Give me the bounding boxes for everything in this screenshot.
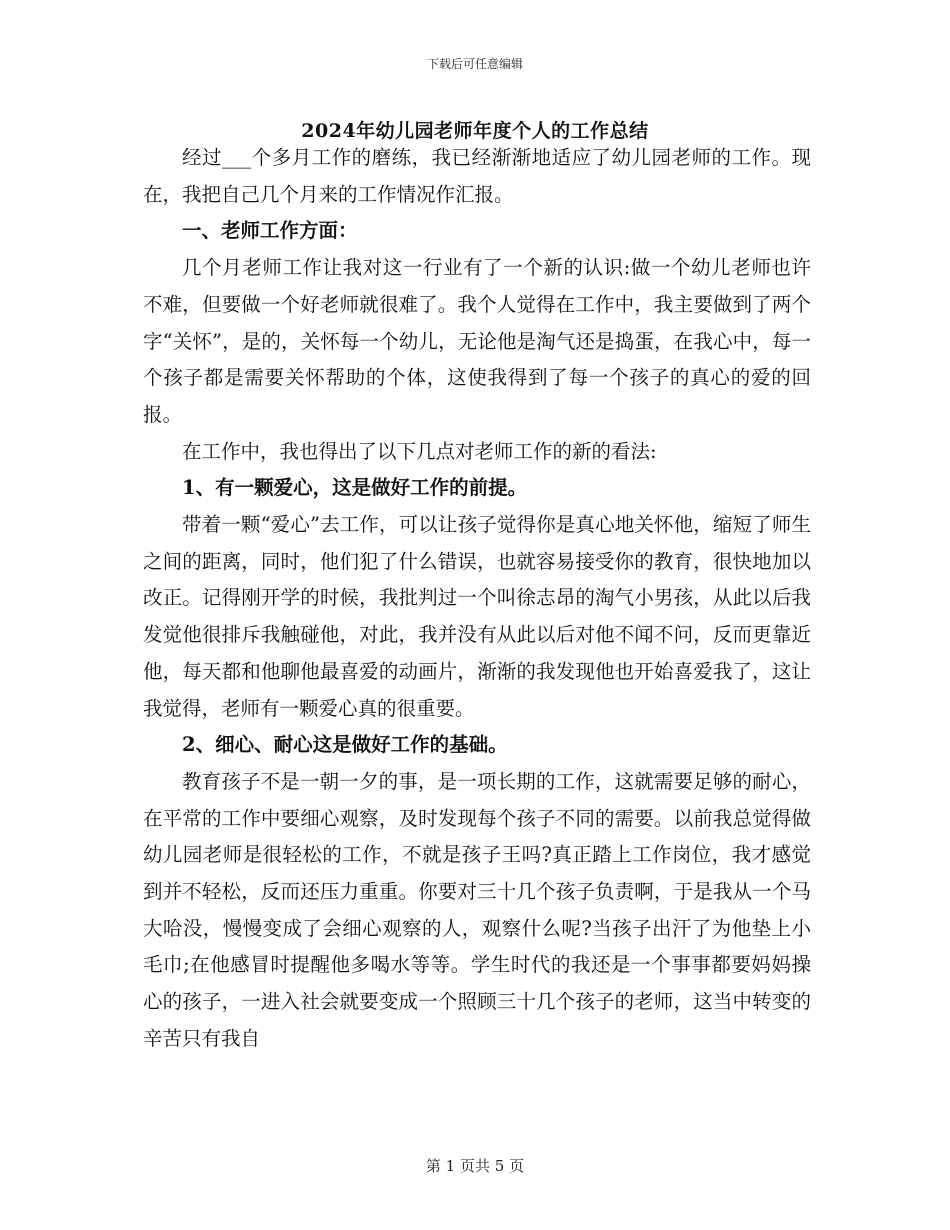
subheading-patience: 2、细心、耐心这是做好工作的基础。 [182, 733, 508, 757]
page-footer: 第 1 页共 5 页 [425, 1157, 525, 1175]
paragraph-care: 几个月老师工作让我对这一行业有了一个新的认识:做一个幼儿老师也许不难，但要做一个好老师就很难了。我个人觉得在工作中，我主要做到了两个字“关怀”，是的，关怀每一个幼儿，无论他是淘气还是捣蛋，在我心中，每一个孩子都是需要关怀帮助的个体，这使我得到了每一个孩子的真心的爱的回报。 [143, 256, 811, 426]
paragraph-love: 带着一颗“爱心”去工作，可以让孩子觉得你是真心地关怀他，缩短了师生之间的距离，同时，他们犯了什么错误，也就容易接受你的教育，很快地加以改正。记得刚开学的时候，我批判过一个叫徐志昂的淘气小男孩，从此以后我发觉他很排斥我触碰他，对此，我并没有从此以后对他不闻不问，反而更靠近他，每天都和他聊他最喜爱的动画片，渐渐的我发现他也开始喜爱我了，这让我觉得，老师有一颗爱心真的很重要。 [143, 513, 811, 720]
page-header: 下载后可任意编辑 [426, 57, 523, 71]
document-body [143, 140, 811, 1058]
subheading-love: 1、有一颗爱心，这是做好工作的前提。 [182, 476, 528, 500]
paragraph-intro: 经过___个多月工作的磨练，我已经渐渐地适应了幼儿园老师的工作。现在，我把自己几个月来的工作情况作汇报。 [143, 146, 811, 206]
document-title: 2024年幼儿园老师年度个人的工作总结 [301, 120, 649, 142]
paragraph-patience: 教育孩子不是一朝一夕的事，是一项长期的工作，这就需要足够的耐心，在平常的工作中要细心观察，及时发现每个孩子不同的需要。以前我总觉得做幼儿园老师是很轻松的工作，不就是孩子王吗?真正踏上工作岗位，我才感觉到并不轻松，反而还压力重重。你要对三十几个孩子负责啊，于是我从一个马大哈没，慢慢变成了会细心观察的人，观察什么呢?当孩子出汗了为他垫上小毛巾;在他感冒时提醒他多喝水等等。学生时代的我还是一个事事都要妈妈操心的孩子，一进入社会就要变成一个照顾三十几个孩子的老师，这当中转变的辛苦只有我自 [143, 769, 811, 1050]
section-heading-teacher-work: 一、老师工作方面： [182, 219, 358, 243]
paragraph-views: 在工作中，我也得出了以下几点对老师工作的新的看法: [182, 439, 657, 463]
